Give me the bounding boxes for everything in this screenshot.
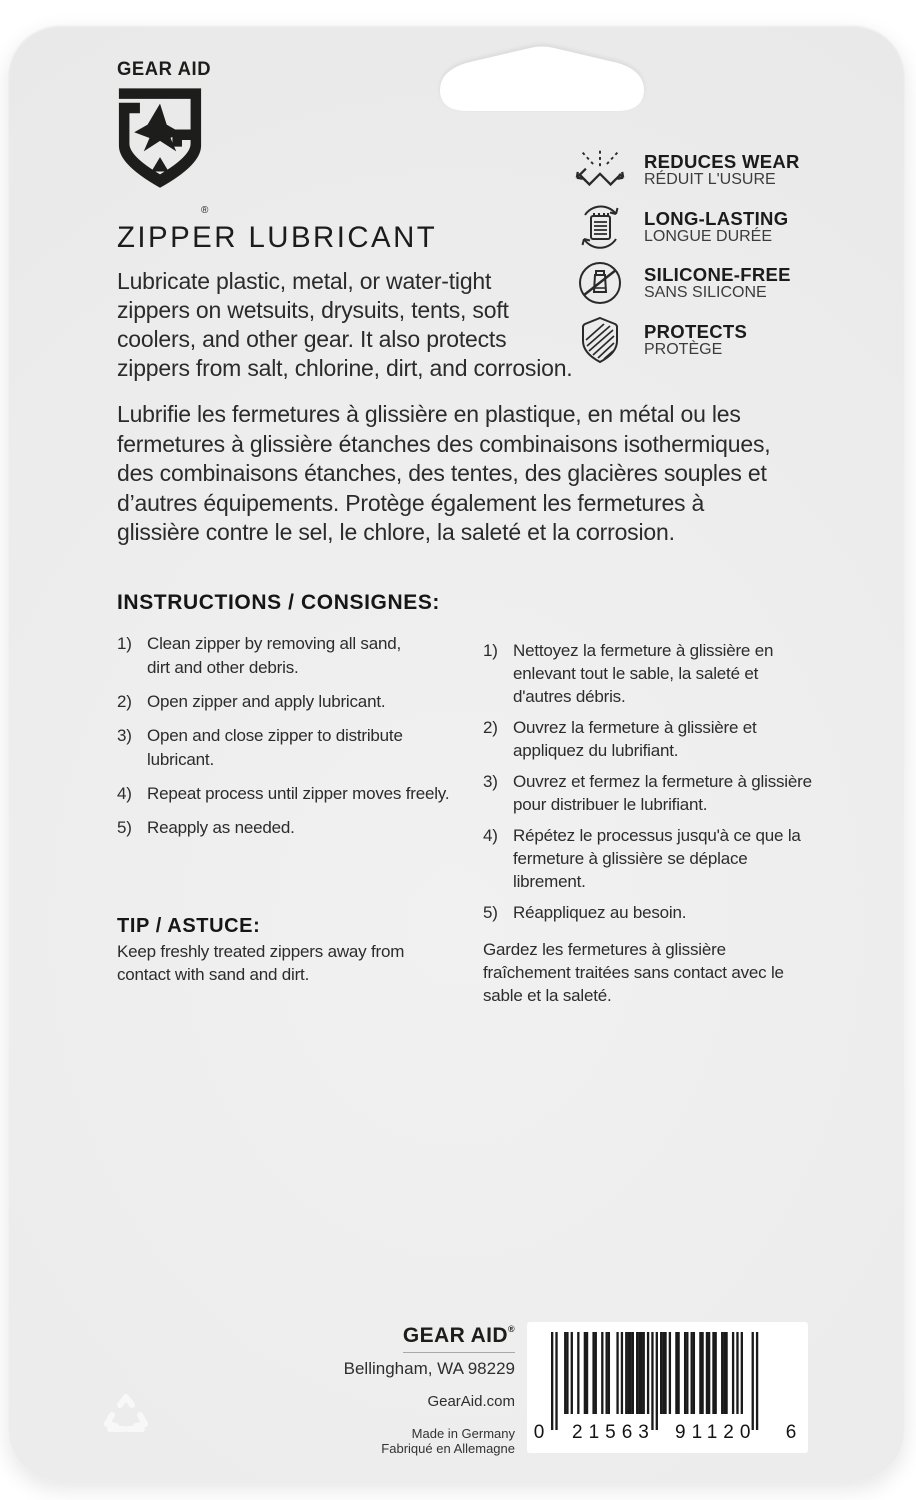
item-line: lubricant. [147,750,214,769]
instruction-item [117,690,507,714]
instruction-item [117,724,507,772]
instruction-item [117,816,507,840]
feature-label [644,209,788,246]
feature-title-fr: PROTÈGE [644,340,723,358]
instruction-item [483,770,873,816]
item-line: Open and close zipper to distribute [147,726,403,745]
item-number: 4) [483,826,498,845]
item-line: appliquez du lubrifiant. [513,741,679,760]
long-lasting-icon [571,200,629,254]
registered-mark: ® [507,1324,515,1334]
description-line: Lubricate plastic, metal, or water-tight [117,268,492,294]
item-line: Ouvrez la fermeture à glissière et [513,718,757,737]
feature-label [644,322,747,359]
registered-mark: ® [201,205,209,216]
instruction-item [483,716,873,762]
barcode [527,1322,808,1453]
instruction-item [483,901,873,924]
item-line: dirt and other debris. [147,658,299,677]
item-line: fermeture à glissière se déplace [513,849,748,868]
feature-title-en: SILICONE-FREE [644,263,791,285]
description-line: glissière contre le sel, le chlore, la saleté et la corrosion. [117,519,675,545]
feature-long-lasting [571,200,788,254]
feature-title-en: REDUCES WEAR [644,150,800,172]
feature-protects [571,313,747,367]
barcode-digits-left: 21563 [572,1422,655,1443]
item-line: Réappliquez au besoin. [513,903,687,922]
gearaid-shield-logo-icon [117,85,203,193]
recycle-icon [100,1391,152,1443]
item-line: d'autres débris. [513,687,626,706]
feature-label [644,152,800,189]
silicone-free-icon [571,256,629,310]
instruction-item [117,782,507,806]
footer-origin [344,1426,515,1456]
description-line: d’autres équipements. Protège également les fermetures à [117,489,705,516]
item-line: enlevant tout le sable, la saleté et [513,664,759,683]
feature-title-fr: LONGUE DURÉE [644,227,773,245]
item-line: Répétez le processus jusqu'à ce que la [513,826,801,845]
item-number: 2) [117,692,132,711]
item-number: 3) [117,726,132,745]
brand-wordmark: GEAR AID [117,59,212,80]
tip-text-fr [483,938,784,1007]
description-line: des combinaisons étanches, des tentes, des glacières souples et [117,460,767,486]
tip-line: fraîchement traitées sans contact avec le [483,963,784,982]
barcode-digits-right: 91120 [675,1422,757,1443]
feature-reduces-wear [571,143,800,197]
barcode-bars [551,1332,758,1430]
item-line: Clean zipper by removing all sand, [147,634,402,653]
description-fr [117,400,770,548]
description-line: Lubrifie les fermetures à glissière en plastique, en métal ou les [117,401,741,427]
tip-line: Keep freshly treated zippers away from [117,942,405,961]
product-title: ZIPPER LUBRICANT [117,221,438,254]
footer-website: GearAid.com [427,1393,515,1410]
brand-logo [117,59,237,216]
item-number: 5) [117,818,132,837]
origin-fr: Fabriqué en Allemagne [381,1441,515,1456]
item-line: Nettoyez la fermeture à glissière en [513,641,774,660]
origin-en: Made in Germany [411,1426,515,1441]
item-line: Open zipper and apply lubricant. [147,692,386,711]
footer-address: Bellingham, WA 98229 [343,1359,515,1378]
item-line: Repeat process until zipper moves freely. [147,784,450,803]
barcode-digit-check: 6 [785,1422,797,1443]
feature-title-fr: SANS SILICONE [644,283,767,301]
description-en [117,267,573,383]
description-line: coolers, and other gear. It also protects [117,326,507,352]
tip-text-en [117,940,404,986]
item-line: pour distribuer le lubrifiant. [513,795,708,814]
feature-label [644,265,791,302]
item-line: librement. [513,872,586,891]
item-number: 1) [117,634,132,653]
instruction-item [483,639,873,708]
hang-hole-cutout [440,45,644,111]
item-number: 1) [483,641,498,660]
feature-title-en: PROTECTS [644,320,748,342]
feature-title-en: LONG-LASTING [644,207,789,229]
item-number: 3) [483,772,498,791]
instruction-item [483,824,873,893]
instructions-heading: INSTRUCTIONS / CONSIGNES: [117,591,441,614]
description-line: zippers from salt, chlorine, dirt, and corrosion. [117,355,573,381]
footer-brand-wordmark: GEAR AID® [403,1324,515,1353]
item-number: 5) [483,903,498,922]
feature-silicone-free [571,256,791,310]
instructions-list-en [117,632,507,850]
tip-line: Gardez les fermetures à glissière [483,940,726,959]
instructions-list-fr [483,639,873,932]
reduces-wear-icon [571,143,629,197]
feature-title-fr: RÉDUIT L'USURE [644,170,776,188]
description-line: zippers on wetsuits, drysuits, tents, soft [117,297,509,323]
protects-icon [571,313,629,367]
tip-line: sable et la saleté. [483,986,612,1005]
tip-line: contact with sand and dirt. [117,965,310,984]
item-line: Ouvrez et fermez la fermeture à glissière [513,772,812,791]
footer-info [344,1324,515,1456]
item-number: 4) [117,784,132,803]
tip-heading: TIP / ASTUCE: [117,915,261,937]
description-line: fermetures à glissière étanches des combinaisons isothermiques, [117,430,771,457]
instruction-item [117,632,507,680]
barcode-digit-lead: 0 [533,1422,545,1443]
package-back-panel [8,25,905,1481]
item-line: Reapply as needed. [147,818,295,837]
item-number: 2) [483,718,498,737]
